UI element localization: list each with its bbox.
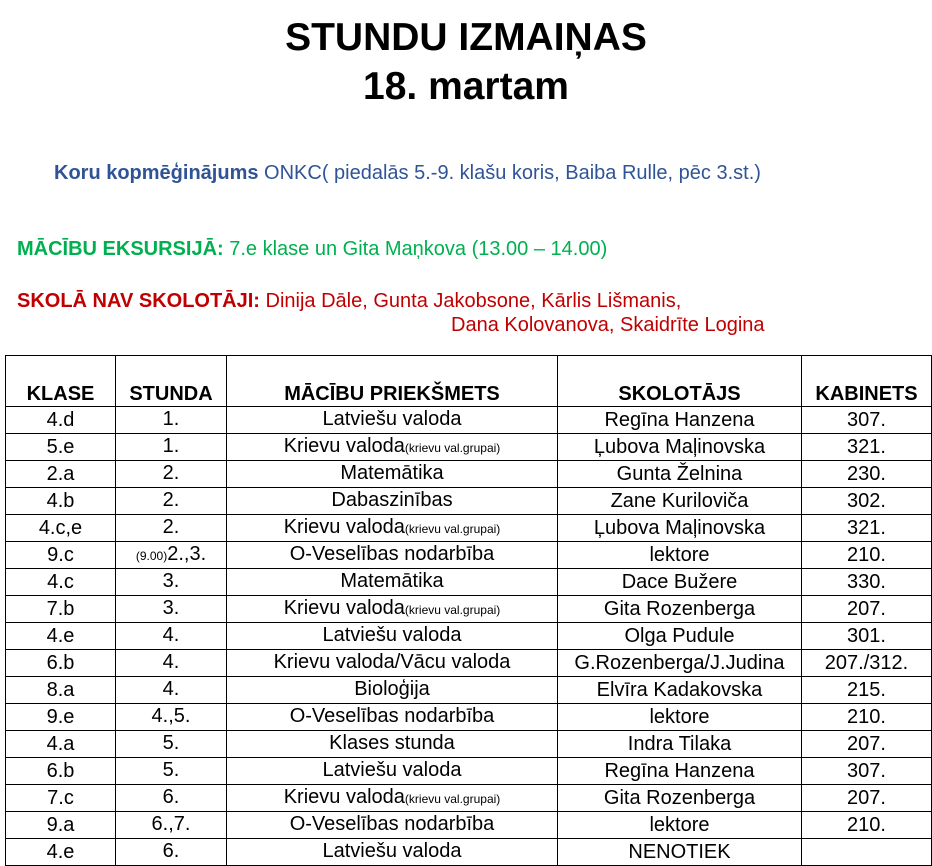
- subject-value: O-Veselības nodarbība: [289, 705, 495, 727]
- teacher-value: lektore: [649, 706, 710, 728]
- cell-room: [802, 515, 932, 542]
- absent-teachers-notice: [17, 289, 681, 313]
- subject-value: Bioloģija: [354, 678, 430, 700]
- subject-value: Krievu valoda: [283, 597, 405, 619]
- teacher-value: G.Rozenberga/J.Judina: [574, 652, 785, 674]
- cell-subject: [227, 704, 558, 731]
- room-value: 210.: [847, 544, 886, 566]
- room-value: 207.: [847, 733, 886, 755]
- excursion-notice: [17, 237, 607, 261]
- cell-room: [802, 461, 932, 488]
- header-teacher: SKOLOTĀJS: [558, 356, 802, 407]
- cell-subject: [227, 596, 558, 623]
- subject-value: Matemātika: [340, 570, 444, 592]
- cell-room: [802, 623, 932, 650]
- lesson-value: 6.,7.: [151, 813, 191, 835]
- excursion-label: MĀCĪBU EKSURSIJĀ:: [17, 238, 224, 260]
- subject-value: O-Veselības nodarbība: [289, 813, 495, 835]
- cell-lesson: [116, 704, 227, 731]
- cell-subject: [227, 515, 558, 542]
- class-value: 9.a: [46, 814, 75, 836]
- lesson-value: 2.: [162, 489, 180, 511]
- subject-group-note: (krievu val.grupai): [404, 522, 501, 536]
- teacher-value: Gunta Želnina: [616, 463, 743, 485]
- cell-class: [6, 515, 116, 542]
- cell-lesson: [116, 515, 227, 542]
- cell-lesson: [116, 785, 227, 812]
- lesson-value: 4.: [162, 624, 180, 646]
- cell-teacher: [558, 758, 802, 785]
- cell-class: [6, 542, 116, 569]
- table-row: [6, 704, 932, 731]
- subject-value: Krievu valoda: [283, 516, 405, 538]
- class-value: 2.a: [46, 463, 75, 485]
- teacher-value: Zane Kuriloviča: [610, 490, 749, 512]
- class-value: 4.c,e: [38, 517, 83, 539]
- table-row: [6, 596, 932, 623]
- cell-teacher: [558, 677, 802, 704]
- cell-class: [6, 758, 116, 785]
- lesson-value: 2.: [162, 516, 180, 538]
- table-row: [6, 488, 932, 515]
- teacher-value: Gita Rozenberga: [603, 787, 756, 809]
- cell-teacher: [558, 569, 802, 596]
- page-title: STUNDU IZMAIŅAS: [285, 16, 647, 59]
- lesson-value: 3.: [162, 570, 180, 592]
- subject-group-note: (krievu val.grupai): [404, 441, 501, 455]
- cell-class: [6, 623, 116, 650]
- cell-subject: [227, 785, 558, 812]
- subject-group-note: (krievu val.grupai): [404, 792, 501, 806]
- cell-class: [6, 839, 116, 866]
- cell-lesson: [116, 461, 227, 488]
- cell-lesson: [116, 623, 227, 650]
- lesson-value: 1.: [162, 408, 180, 430]
- page-date: 18. martam: [363, 65, 569, 108]
- teacher-value: Dace Bužere: [621, 571, 738, 593]
- cell-teacher: [558, 542, 802, 569]
- cell-room: [802, 407, 932, 434]
- cell-subject: [227, 434, 558, 461]
- class-value: 4.e: [46, 625, 75, 647]
- cell-lesson: [116, 731, 227, 758]
- cell-class: [6, 569, 116, 596]
- class-value: 4.e: [46, 841, 75, 863]
- cell-teacher: [558, 731, 802, 758]
- class-value: 4.d: [46, 409, 75, 431]
- cell-teacher: [558, 488, 802, 515]
- table-row: [6, 542, 932, 569]
- cell-teacher: [558, 785, 802, 812]
- teacher-value: lektore: [649, 814, 710, 836]
- table-row: [6, 650, 932, 677]
- room-value: 307.: [847, 409, 886, 431]
- lesson-value: 2.: [162, 462, 180, 484]
- header-lesson: STUNDA: [116, 356, 227, 407]
- class-value: 9.c: [47, 544, 74, 566]
- cell-subject: [227, 812, 558, 839]
- cell-teacher: [558, 650, 802, 677]
- lesson-value: 5.: [162, 732, 180, 754]
- absent-teachers-label: SKOLĀ NAV SKOLOTĀJI:: [17, 290, 260, 312]
- cell-room: [802, 488, 932, 515]
- subject-value: O-Veselības nodarbība: [289, 543, 495, 565]
- excursion-text: 7.e klase un Gita Maņkova (13.00 – 14.00): [223, 238, 608, 260]
- room-value: 230.: [847, 463, 886, 485]
- lesson-value: 4.,5.: [151, 705, 191, 727]
- teacher-value: Gita Rozenberga: [603, 598, 756, 620]
- class-value: 5.e: [46, 436, 75, 458]
- cell-subject: [227, 461, 558, 488]
- cell-teacher: [558, 434, 802, 461]
- cell-class: [6, 812, 116, 839]
- lesson-value: 3.: [162, 597, 180, 619]
- choir-rehearsal-label: Koru kopmēģinājums: [54, 162, 259, 184]
- room-value: 301.: [847, 625, 886, 647]
- table-row: [6, 839, 932, 866]
- schedule-changes-table: [5, 355, 932, 866]
- cell-room: [802, 839, 932, 866]
- cell-room: [802, 596, 932, 623]
- cell-room: [802, 677, 932, 704]
- room-value: 215.: [847, 679, 886, 701]
- cell-lesson: [116, 488, 227, 515]
- class-value: 6.b: [46, 652, 75, 674]
- cell-class: [6, 650, 116, 677]
- cell-teacher: [558, 839, 802, 866]
- table-header-row: [6, 356, 932, 407]
- room-value: 302.: [847, 490, 886, 512]
- cell-subject: [227, 623, 558, 650]
- subject-value: Krievu valoda: [283, 786, 405, 808]
- table-row: [6, 434, 932, 461]
- class-value: 9.e: [46, 706, 75, 728]
- table-row: [6, 623, 932, 650]
- cell-subject: [227, 650, 558, 677]
- header-room: KABINETS: [802, 356, 932, 407]
- class-value: 4.b: [46, 490, 75, 512]
- cell-subject: [227, 758, 558, 785]
- choir-rehearsal-notice: [54, 161, 761, 185]
- subject-value: Klases stunda: [329, 732, 455, 754]
- cell-subject: [227, 839, 558, 866]
- teacher-value: Regīna Hanzena: [604, 760, 755, 782]
- room-value: 330.: [847, 571, 886, 593]
- cell-room: [802, 731, 932, 758]
- lesson-value: 1.: [162, 435, 180, 457]
- cell-room: [802, 650, 932, 677]
- lesson-value: 5.: [162, 759, 180, 781]
- teacher-value: Olga Pudule: [624, 625, 735, 647]
- room-value: 210.: [847, 814, 886, 836]
- class-value: 7.c: [47, 787, 74, 809]
- cell-teacher: [558, 461, 802, 488]
- teacher-value: Ļubova Maļinovska: [593, 436, 766, 458]
- cell-lesson: [116, 650, 227, 677]
- cell-room: [802, 569, 932, 596]
- class-value: 4.c: [47, 571, 74, 593]
- cell-class: [6, 704, 116, 731]
- subject-value: Krievu valoda/Vācu valoda: [273, 651, 511, 673]
- cell-teacher: [558, 623, 802, 650]
- table-row: [6, 515, 932, 542]
- cell-class: [6, 407, 116, 434]
- cell-subject: [227, 731, 558, 758]
- cell-room: [802, 542, 932, 569]
- cell-class: [6, 677, 116, 704]
- room-value: 207.: [847, 787, 886, 809]
- cell-room: [802, 704, 932, 731]
- cell-lesson: [116, 758, 227, 785]
- table-row: [6, 461, 932, 488]
- choir-rehearsal-text: ONKC( piedalās 5.-9. klašu koris, Baiba Rulle, pēc 3.st.): [258, 162, 761, 184]
- cell-lesson: [116, 434, 227, 461]
- subject-value: Krievu valoda: [283, 435, 405, 457]
- class-value: 6.b: [46, 760, 75, 782]
- lesson-value: 2.,3.: [167, 543, 207, 565]
- room-value: 321.: [847, 517, 886, 539]
- cell-lesson: [116, 677, 227, 704]
- cell-teacher: [558, 596, 802, 623]
- room-value: 321.: [847, 436, 886, 458]
- cell-subject: [227, 542, 558, 569]
- table-row: [6, 785, 932, 812]
- room-value: 210.: [847, 706, 886, 728]
- table-row: [6, 569, 932, 596]
- subject-group-note: (krievu val.grupai): [404, 603, 501, 617]
- cell-room: [802, 785, 932, 812]
- cell-subject: [227, 488, 558, 515]
- cell-teacher: [558, 704, 802, 731]
- cell-subject: [227, 569, 558, 596]
- cell-room: [802, 812, 932, 839]
- room-value: 307.: [847, 760, 886, 782]
- table-row: [6, 812, 932, 839]
- table-row: [6, 407, 932, 434]
- cell-lesson: [116, 542, 227, 569]
- table-row: [6, 758, 932, 785]
- cell-teacher: [558, 812, 802, 839]
- cell-teacher: [558, 407, 802, 434]
- cell-class: [6, 596, 116, 623]
- lesson-value: 6.: [162, 786, 180, 808]
- cell-subject: [227, 677, 558, 704]
- teacher-value: Ļubova Maļinovska: [593, 517, 766, 539]
- header-class: KLASE: [6, 356, 116, 407]
- subject-value: Matemātika: [340, 462, 444, 484]
- subject-value: Latviešu valoda: [322, 759, 462, 781]
- cell-subject: [227, 407, 558, 434]
- table-row: [6, 731, 932, 758]
- teacher-value: Regīna Hanzena: [604, 409, 755, 431]
- teacher-value: NENOTIEK: [628, 841, 731, 863]
- class-value: 7.b: [46, 598, 75, 620]
- subject-value: Latviešu valoda: [322, 624, 462, 646]
- lesson-value: 4.: [162, 651, 180, 673]
- cell-lesson: [116, 839, 227, 866]
- class-value: 8.a: [46, 679, 75, 701]
- cell-class: [6, 785, 116, 812]
- cell-teacher: [558, 515, 802, 542]
- teacher-value: Elvīra Kadakovska: [596, 679, 763, 701]
- cell-class: [6, 434, 116, 461]
- cell-room: [802, 434, 932, 461]
- room-value: 207./312.: [824, 652, 909, 674]
- subject-value: Dabaszinības: [331, 489, 453, 511]
- cell-room: [802, 758, 932, 785]
- cell-lesson: [116, 812, 227, 839]
- table-row: [6, 677, 932, 704]
- lesson-value: 4.: [162, 678, 180, 700]
- header-subject: MĀCĪBU PRIEKŠMETS: [227, 356, 558, 407]
- lesson-time-note: (9.00): [135, 549, 168, 563]
- cell-class: [6, 461, 116, 488]
- class-value: 4.a: [46, 733, 75, 755]
- cell-class: [6, 731, 116, 758]
- cell-lesson: [116, 569, 227, 596]
- absent-teachers-text-1: Dinija Dāle, Gunta Jakobsone, Kārlis Lišmanis,: [259, 290, 682, 312]
- subject-value: Latviešu valoda: [322, 840, 462, 862]
- cell-lesson: [116, 407, 227, 434]
- teacher-value: lektore: [649, 544, 710, 566]
- cell-class: [6, 488, 116, 515]
- cell-lesson: [116, 596, 227, 623]
- subject-value: Latviešu valoda: [322, 408, 462, 430]
- lesson-value: 6.: [162, 840, 180, 862]
- room-value: 207.: [847, 598, 886, 620]
- teacher-value: Indra Tilaka: [627, 733, 732, 755]
- absent-teachers-text-2: Dana Kolovanova, Skaidrīte Logina: [451, 314, 765, 336]
